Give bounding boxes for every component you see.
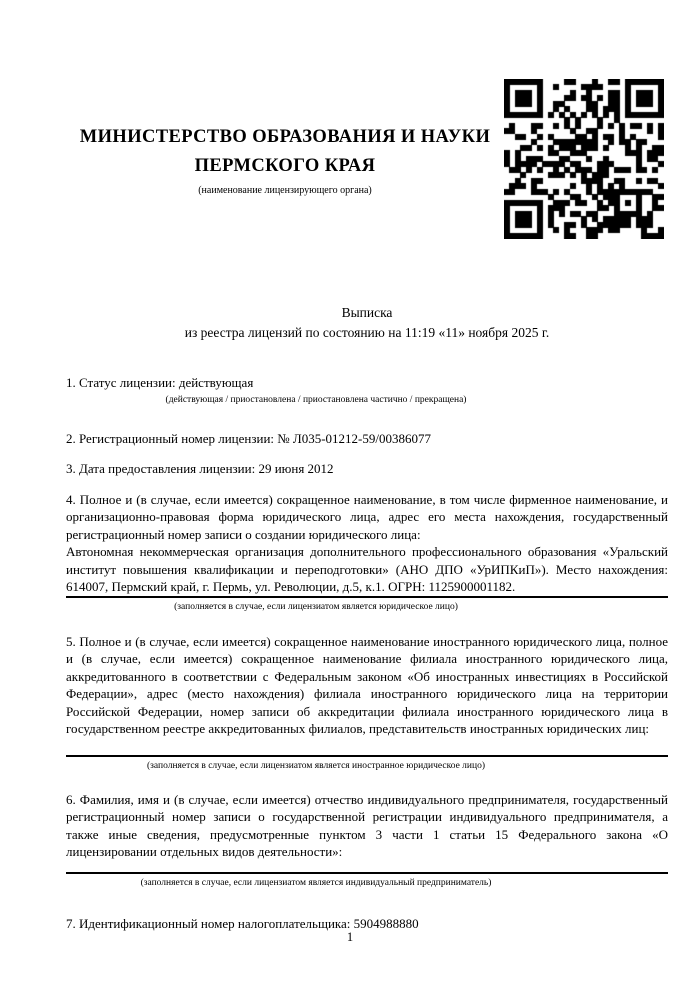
license-date-line: 3. Дата предоставления лицензии: 29 июня 2012 [66, 461, 334, 476]
ministry-name [66, 123, 504, 181]
licensing-authority-caption: (наименование лицензирующего органа) [198, 185, 372, 196]
license-status-options-caption: (действующая / приостановлена / приостановлена частично / прекращена) [165, 394, 467, 405]
document-title [66, 303, 668, 343]
legal-entity-section [66, 491, 668, 598]
page-number: 1 [346, 930, 354, 944]
document-title-line2: из реестра лицензий по состоянию на 11:19 «11» ноября 2025 г. [184, 325, 550, 340]
ministry-name-line1: МИНИСТЕРСТВО ОБРАЗОВАНИЯ И НАУКИ [79, 127, 491, 147]
license-number-line: 2. Регистрационный номер лицензии: № Л035-01212-59/00386077 [66, 430, 432, 446]
ministry-name-line2: ПЕРМСКОГО КРАЯ [194, 156, 376, 176]
qr-code-image [504, 79, 664, 239]
entrepreneur-section: 6. Фамилия, имя и (в случае, если имеется) отчество индивидуального предпринимателя, государственный регистрационный номер записи о государственной регистрации индивидуального предпринимателя, а также иные сведения, предусмотренные пунктом 3 части 1 статьи 15 Федерального закона «О лицензировании отдельных видов деятельности»: [66, 791, 668, 874]
foreign-entity-caption: (заполняется в случае, если лицензиатом является иностранное юридическое лицо) [147, 760, 485, 771]
qr-code [504, 79, 664, 239]
document-title-line1: Выписка [341, 305, 393, 320]
entrepreneur-caption: (заполняется в случае, если лицензиатом является индивидуальный предприниматель) [140, 877, 492, 888]
licensing-authority-block [66, 79, 504, 196]
foreign-entity-section: 5. Полное и (в случае, если имеется) сокращенное наименование иностранного юридического лица, полное и (в случае, если имеется) сокращенное наименование филиала иностранного юридического лица, аккредитованного в соответствии с Федеральным законом «Об иностранных инвестициях в Российской Федерации», адрес (место нахождения) филиала иностранного юридического лица на территории Российской Федерации, номер записи об аккредитации филиала иностранного юридического лица в государственном реестре аккредитованных филиалов, представительств иностранных юридических лиц: [66, 633, 668, 757]
taxpayer-id-line: 7. Идентификационный номер налогоплательщика: 5904988880 [66, 915, 419, 931]
legal-entity-label: 4. Полное и (в случае, если имеется) сокращенное наименование, в том числе фирменное наименование, и организационно-правовая форма юридического лица, адрес его места нахождения, государственный регистрационный номер записи о создании юридического лица: [66, 491, 668, 542]
legal-entity-value: Автономная некоммерческая организация дополнительного профессионального образования «Уральский институт повышения квалификации и переподготовки» (АНО ДПО «УрИПКиП»). Место нахождения: 614007, Пермский край, г. Пермь, ул. Революции, д.5, к.1. ОГРН: 1125900001182. [66, 544, 668, 594]
document-body [66, 374, 668, 932]
document-header [66, 0, 668, 239]
license-status-line: 1. Статус лицензии: действующая [66, 375, 254, 390]
legal-entity-caption: (заполняется в случае, если лицензиатом является юридическое лицо) [174, 601, 458, 612]
